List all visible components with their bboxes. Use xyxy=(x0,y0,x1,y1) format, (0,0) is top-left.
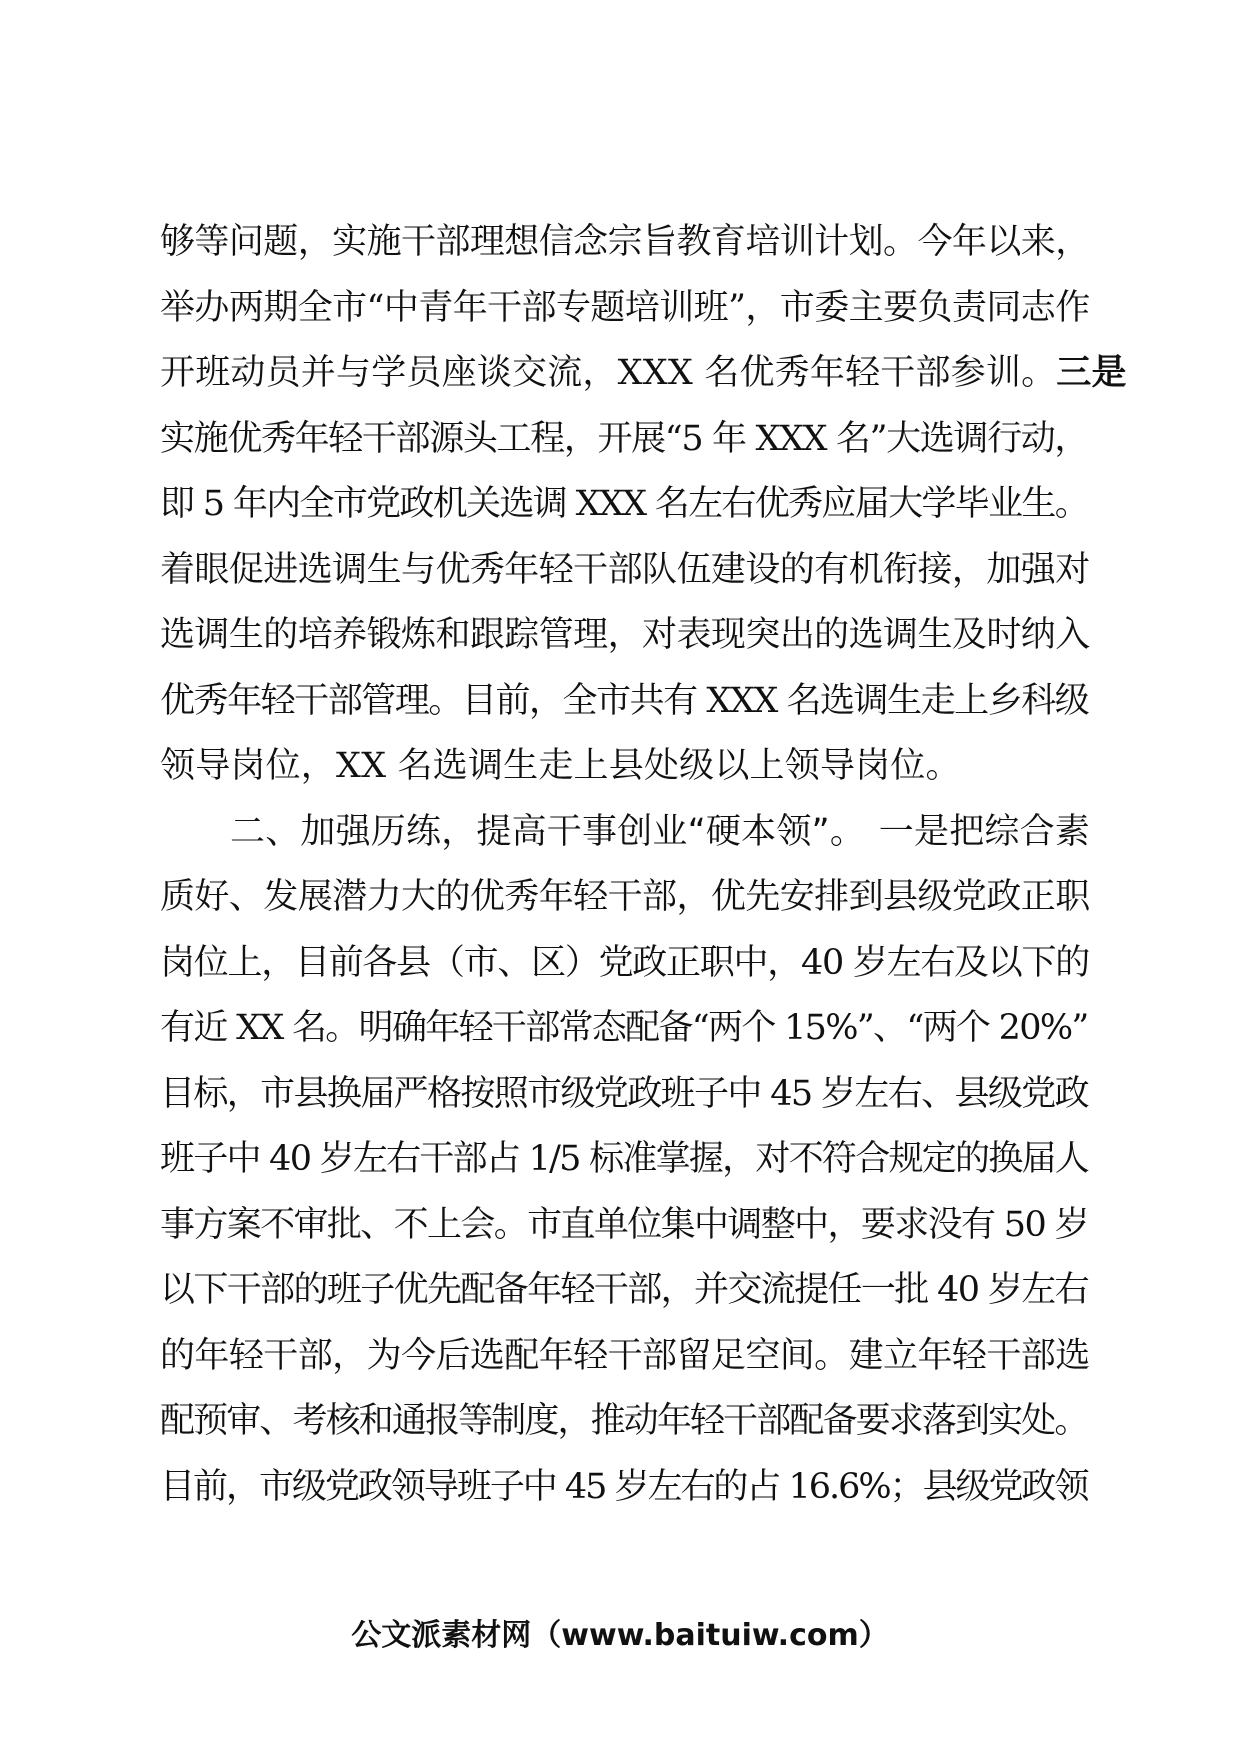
text-line xyxy=(160,1062,1090,1128)
line-text: 够等问题，实施干部理想信念宗旨教育培训计划。今年以来， xyxy=(160,222,1090,262)
line-text: 班子中 40 岁左右干部占 1/5 标准掌握，对不符合规定的换届人 xyxy=(160,1139,1089,1179)
text-line xyxy=(160,865,1090,931)
text-line xyxy=(160,1193,1090,1259)
text-line xyxy=(160,996,1090,1062)
text-line xyxy=(160,407,1090,473)
text-line xyxy=(160,734,1090,800)
line-text: 岗位上，目前各县（市、区）党政正职中，40 岁左右及以下的 xyxy=(160,942,1089,983)
line-text: 着眼促进选调生与优秀年轻干部队伍建设的有机衔接，加强对 xyxy=(160,549,1090,590)
text-line xyxy=(160,1389,1090,1455)
text-line xyxy=(160,931,1090,997)
line-text: 即 5 年内全市党政机关选调 XXX 名左右优秀应届大学毕业生。 xyxy=(160,484,1089,524)
text-line xyxy=(160,1258,1090,1324)
line-text: 优秀年轻干部管理。目前，全市共有 XXX 名选调生走上乡科级 xyxy=(160,680,1089,721)
text-line xyxy=(160,603,1090,669)
text-line xyxy=(160,669,1090,735)
section-heading: 二、加强历练，提高干事创业“硬本领”。 xyxy=(230,811,866,852)
line-text: 配预审、考核和通报等制度，推动年轻干部配备要求落到实处。 xyxy=(160,1401,1088,1441)
text-line xyxy=(160,1455,1090,1521)
line-text: 选调生的培养锻炼和跟踪管理，对表现突出的选调生及时纳入 xyxy=(160,615,1090,655)
text-line xyxy=(160,210,1090,276)
text-line xyxy=(160,341,1127,407)
line-text: 目标，市县换届严格按照市级党政班子中 45 岁左右、县级党政 xyxy=(160,1073,1088,1114)
text-line xyxy=(160,538,1090,604)
text-line xyxy=(160,1324,1090,1390)
line-text: 以下干部的班子优先配备年轻干部，并交流提任一批 40 岁左右 xyxy=(160,1270,1088,1310)
text-line xyxy=(160,276,1090,342)
text-line xyxy=(160,1127,1090,1193)
document-body xyxy=(160,210,1127,1520)
section-heading-line xyxy=(160,800,1090,866)
line-text: 事方案不审批、不上会。市直单位集中调整中，要求没有 50 岁 xyxy=(160,1204,1088,1245)
line-text: 实施优秀年轻干部源头工程，开展“5 年 XXX 名”大选调行动， xyxy=(160,418,1089,459)
line-text: 的年轻干部，为今后选配年轻干部留足空间。建立年轻干部选 xyxy=(160,1335,1090,1376)
line-text: 目前，市级党政领导班子中 45 岁左右的占 16.6%；县级党政领 xyxy=(160,1466,1088,1507)
line-text: 开班动员并与学员座谈交流，XXX 名优秀年轻干部参训。 xyxy=(160,353,1057,393)
footer-watermark-text: 公文派素材网（www.baituiw.com） xyxy=(351,1618,889,1653)
line-text: 领导岗位，XX 名选调生走上县处级以上领导岗位。 xyxy=(160,746,961,786)
line-text: 有近 XX 名。明确年轻干部常态配备“两个 15%”、“两个 20%” xyxy=(160,1008,1088,1048)
line-text: 举办两期全市“中青年干部专题培训班”，市委主要负责同志作 xyxy=(160,287,1090,328)
bold-phrase: 三是 xyxy=(1056,353,1127,393)
line-text: 质好、发展潜力大的优秀年轻干部，优先安排到县级党政正职 xyxy=(160,877,1090,917)
text-line xyxy=(160,472,1090,538)
line-text: 一是把综合素 xyxy=(878,811,1090,852)
